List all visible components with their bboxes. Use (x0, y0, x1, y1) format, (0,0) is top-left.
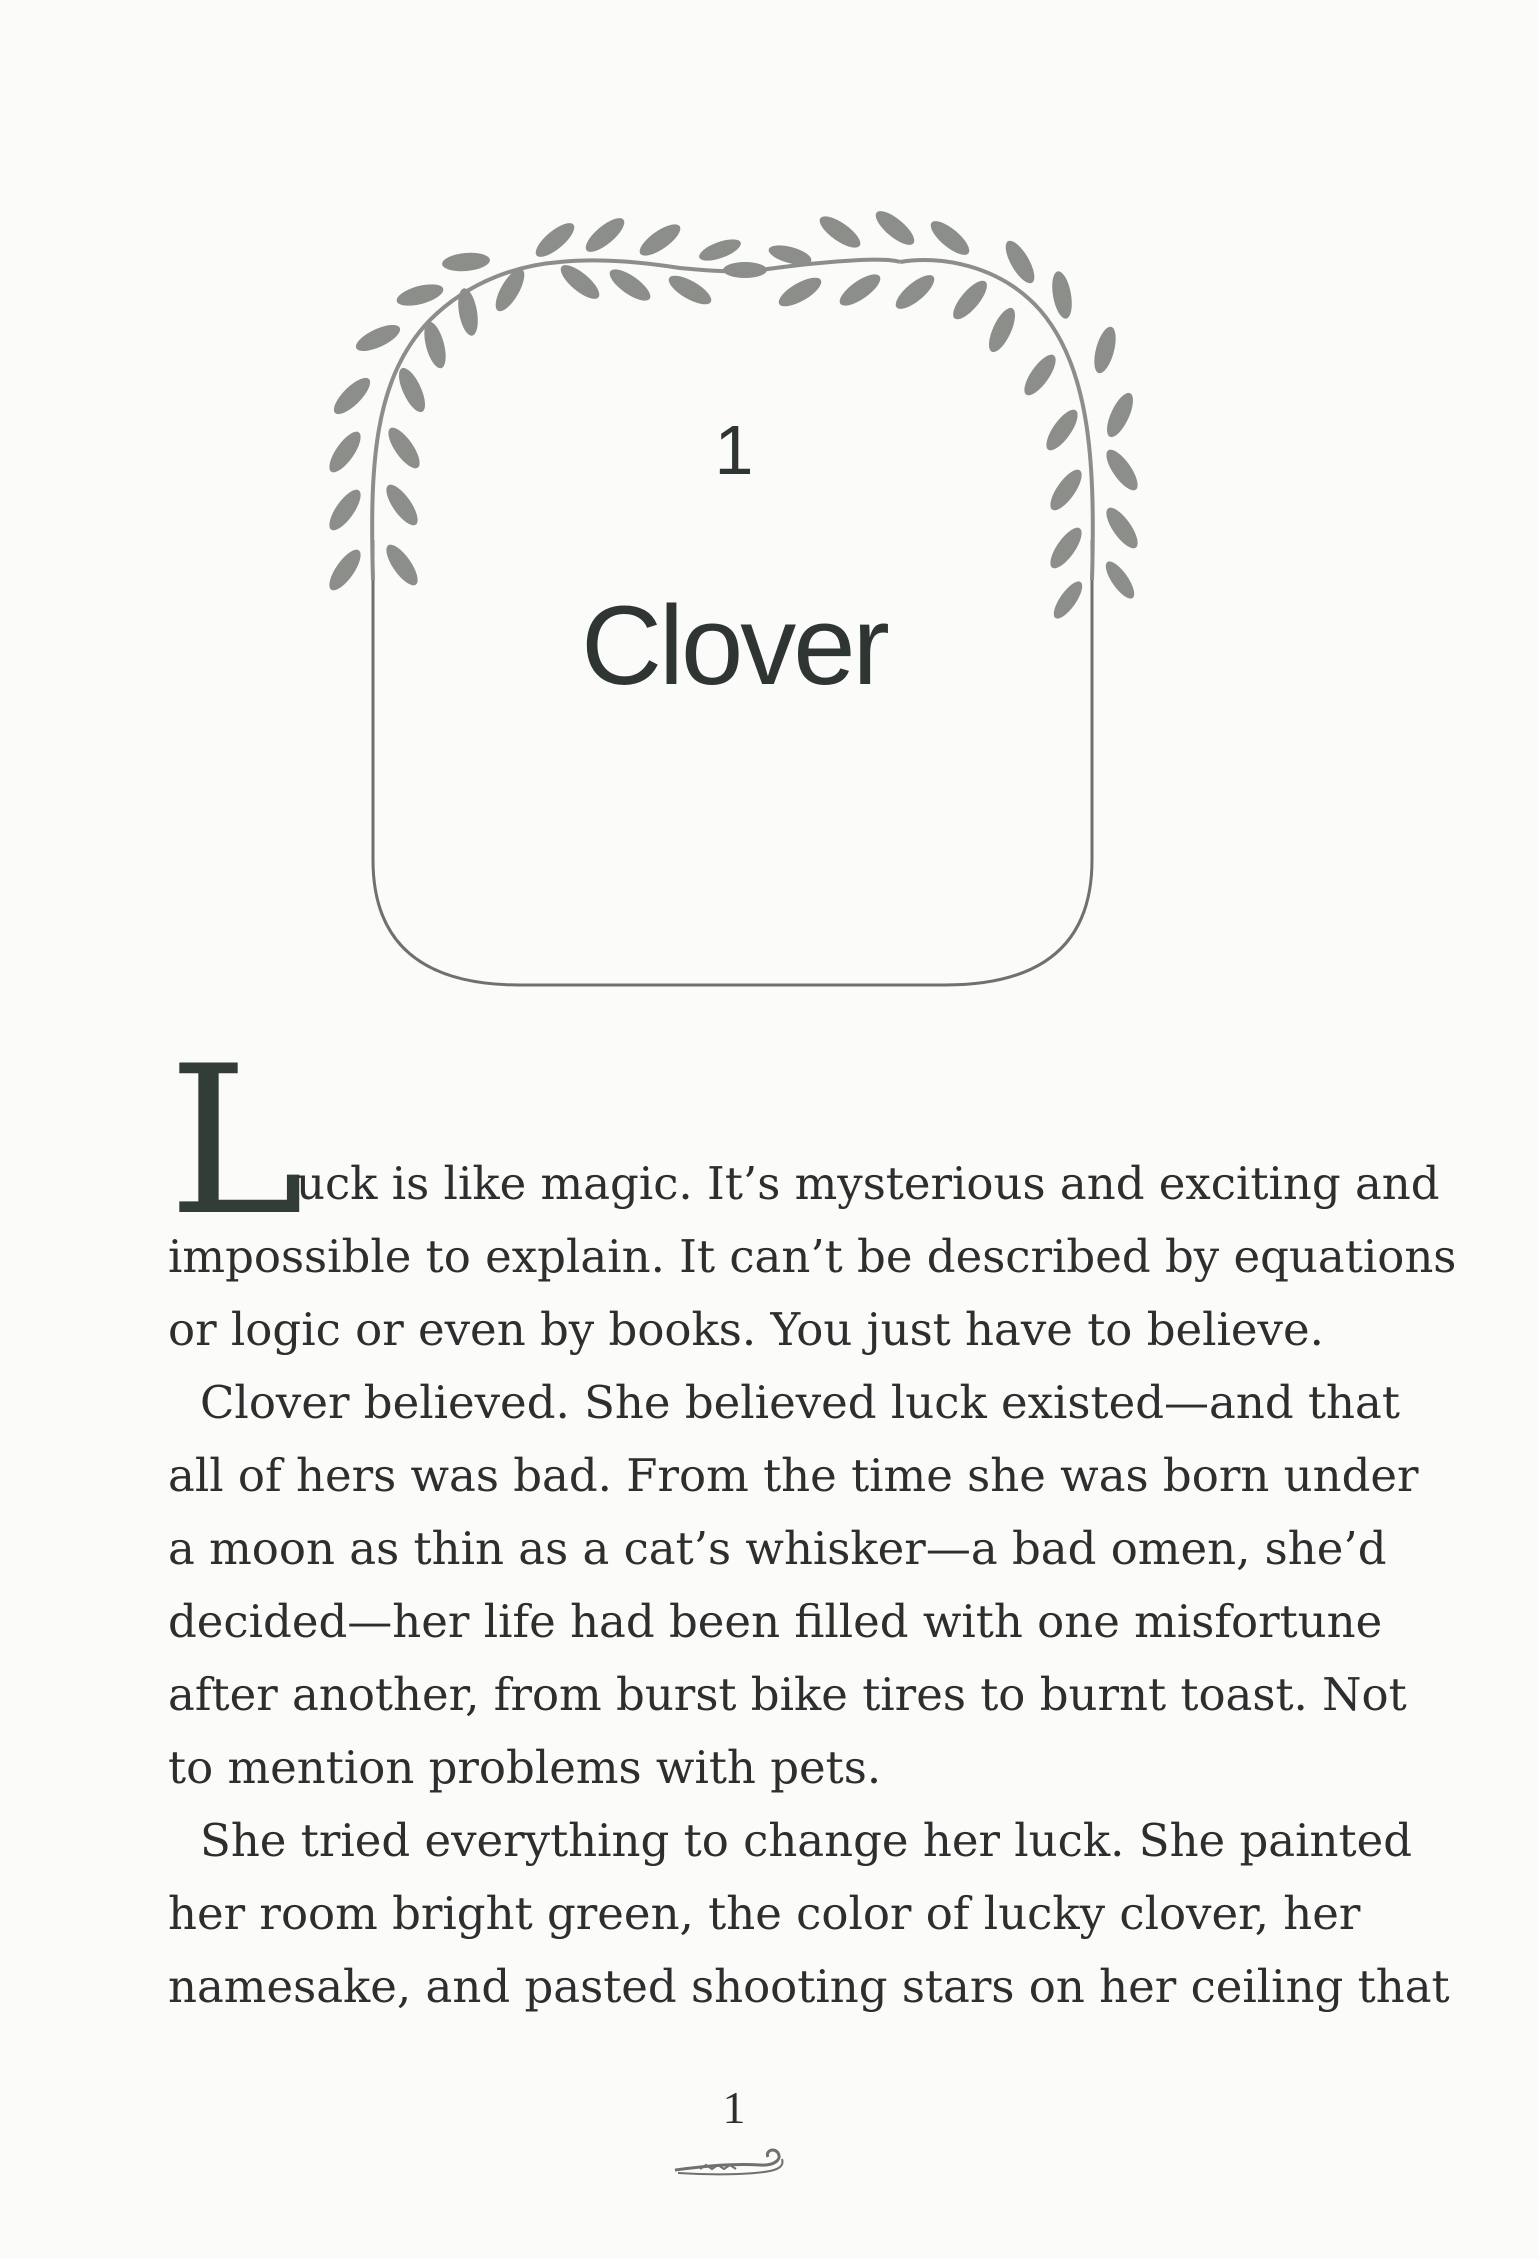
text-line: decided—her life had been filled with one misfortune (168, 1595, 1383, 1648)
chapter-body (168, 1050, 1457, 2023)
text-line: She tried everything to change her luck. She painted (200, 1814, 1413, 1867)
text-line: after another, from burst bike tires to burnt toast. Not (168, 1668, 1407, 1721)
text-line: a moon as thin as a cat’s whisker—a bad omen, she’d (168, 1522, 1387, 1575)
drop-cap: L (168, 1023, 305, 1261)
text-line: namesake, and pasted shooting stars on her ceiling that (168, 1960, 1450, 2013)
swirl-ornament-icon (670, 2145, 800, 2185)
text-line: uck is like magic. It’s mysterious and exciting and (296, 1157, 1440, 1210)
top-right-stem (760, 260, 900, 270)
text-line: to mention problems with pets. (168, 1741, 882, 1794)
text-line: all of hers was bad. From the time she was born under (168, 1449, 1419, 1502)
chapter-title: Clover (581, 583, 887, 708)
text-line: her room bright green, the color of lucky clover, her (168, 1887, 1361, 1940)
chapter-number: 1 (714, 411, 754, 489)
text-line: Clover believed. She believed luck existed—and that (200, 1376, 1400, 1429)
text-line: or logic or even by books. You just have to believe. (168, 1303, 1324, 1356)
laurel-vine-frame-icon (0, 0, 1539, 1000)
text-line: impossible to explain. It can’t be described by equations (168, 1230, 1457, 1283)
page-number: 1 (722, 2082, 746, 2133)
